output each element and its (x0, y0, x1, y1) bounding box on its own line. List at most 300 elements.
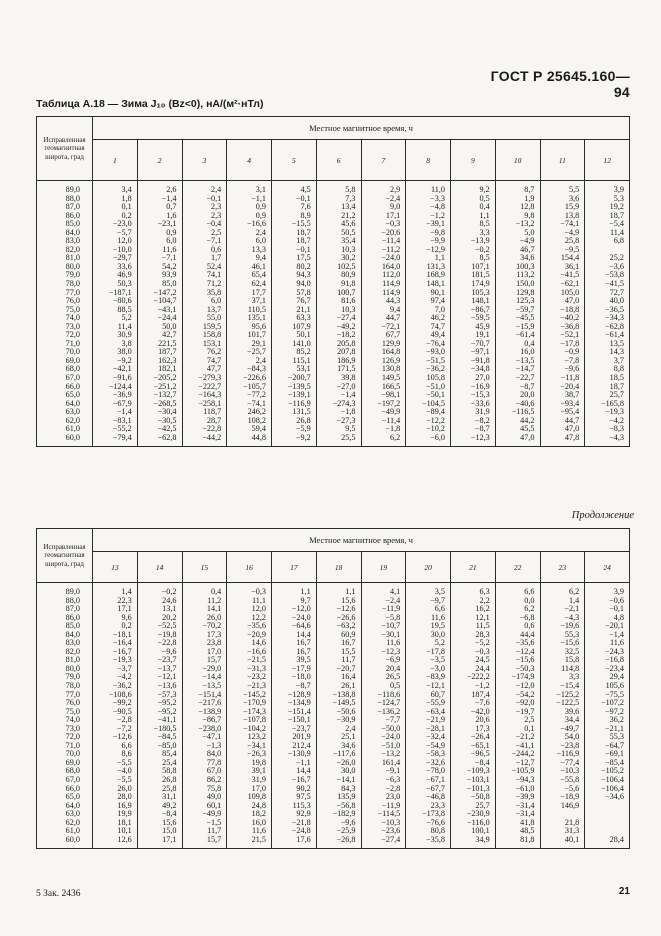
value-cell: 35,8 (182, 289, 227, 298)
value-cell: 14,6 (227, 639, 272, 648)
value-cell: 10,1 (93, 827, 138, 836)
value-cell: 14,1 (182, 605, 227, 614)
value-cell: −103,1 (451, 776, 496, 785)
value-cell: −42,1 (93, 365, 138, 374)
value-cell: −13,9 (451, 237, 496, 246)
value-cell: −23,1 (137, 220, 182, 229)
value-cell: 9,6 (93, 614, 138, 623)
value-cell: 91,8 (316, 280, 361, 289)
value-cell: 113,2 (495, 271, 540, 280)
value-cell: −10,3 (540, 767, 585, 776)
value-cell: −47,1 (182, 733, 227, 742)
value-cell: −89,4 (406, 408, 451, 417)
value-cell: 34,6 (316, 742, 361, 751)
value-cell: −29,7 (93, 254, 138, 263)
value-cell: 182,1 (137, 365, 182, 374)
value-cell: −1,2 (406, 212, 451, 221)
value-cell: −74,1 (540, 220, 585, 229)
value-cell: −21,9 (406, 716, 451, 725)
value-cell: −14,7 (495, 365, 540, 374)
value-cell: −0,1 (272, 246, 317, 255)
latitude-cell: 69,0 (37, 357, 93, 366)
value-cell: −77,2 (227, 391, 272, 400)
latitude-cell: 63,0 (37, 408, 93, 417)
value-cell: 0,4 (182, 583, 227, 597)
value-cell: 0,4 (451, 203, 496, 212)
value-cell: 4,8 (585, 614, 630, 623)
value-cell: 53,1 (272, 365, 317, 374)
value-cell: −27,4 (361, 836, 406, 849)
value-cell: −15,4 (540, 682, 585, 691)
value-cell: −10,3 (361, 819, 406, 828)
value-cell: 12,8 (495, 203, 540, 212)
value-cell: 42,7 (137, 331, 182, 340)
value-cell: −19,6 (540, 622, 585, 631)
value-cell: 85,4 (137, 750, 182, 759)
value-cell: −182,9 (316, 810, 361, 819)
value-cell: −109,3 (451, 767, 496, 776)
value-cell: −32,6 (406, 759, 451, 768)
value-cell: −67,9 (93, 400, 138, 409)
value-cell: 16,9 (93, 802, 138, 811)
value-cell: −49,2 (316, 323, 361, 332)
hour-header: 14 (137, 552, 182, 583)
value-cell: −41,1 (137, 716, 182, 725)
value-cell: −49,7 (540, 725, 585, 734)
value-cell: 60,9 (316, 631, 361, 640)
value-cell: 90,1 (406, 289, 451, 298)
value-cell: −9,9 (406, 237, 451, 246)
value-cell: 221,5 (137, 340, 182, 349)
value-cell: −1,1 (272, 759, 317, 768)
value-cell: 186,9 (316, 357, 361, 366)
value-cell: −61,4 (495, 331, 540, 340)
value-cell: −130,9 (272, 750, 317, 759)
value-cell: −23,2 (227, 673, 272, 682)
value-cell: −29,0 (182, 665, 227, 674)
value-cell: −6,8 (495, 614, 540, 623)
table-row (37, 583, 630, 597)
value-cell: −98,1 (361, 391, 406, 400)
value-cell: −165,8 (585, 400, 630, 409)
value-cell: −6,0 (406, 434, 451, 447)
value-cell: −3,5 (406, 656, 451, 665)
value-cell: −24,3 (585, 648, 630, 657)
value-cell: −23,7 (272, 725, 317, 734)
value-cell: 205,8 (316, 340, 361, 349)
value-cell: 164,8 (361, 348, 406, 357)
hour-header: 1 (93, 140, 138, 181)
value-cell: 9,5 (316, 425, 361, 434)
value-cell: −104,5 (406, 400, 451, 409)
value-cell: 10,3 (316, 246, 361, 255)
value-cell: −5,5 (93, 776, 138, 785)
value-cell: 6,2 (361, 434, 406, 447)
value-cell: 2,9 (361, 181, 406, 195)
value-cell: −5,7 (93, 229, 138, 238)
value-cell: −23,4 (585, 665, 630, 674)
value-cell: −59,7 (495, 306, 540, 315)
hour-header: 19 (361, 552, 406, 583)
value-cell: 54,0 (540, 733, 585, 742)
value-cell: −0,2 (451, 246, 496, 255)
value-cell: −18,9 (540, 793, 585, 802)
value-cell: 11,6 (361, 639, 406, 648)
value-cell: 130,8 (361, 365, 406, 374)
value-cell: 46,9 (93, 271, 138, 280)
value-cell: 1,4 (93, 583, 138, 597)
value-cell: 207,8 (316, 348, 361, 357)
latitude-cell: 71,0 (37, 742, 93, 751)
value-cell: 2,4 (227, 229, 272, 238)
value-cell: 109,8 (227, 793, 272, 802)
value-cell: 17,0 (182, 648, 227, 657)
value-cell: 24,5 (451, 656, 496, 665)
hour-header: 9 (451, 140, 496, 181)
value-cell: 3,9 (585, 583, 630, 597)
value-cell: −122,5 (540, 699, 585, 708)
value-cell: 36,2 (585, 716, 630, 725)
value-cell: 1,1 (316, 583, 361, 597)
latitude-cell: 86,0 (37, 212, 93, 221)
value-cell: 25,8 (137, 785, 182, 794)
value-cell: 168,9 (406, 271, 451, 280)
value-cell: 4,1 (361, 583, 406, 597)
value-cell: −145,2 (227, 691, 272, 700)
value-cell: −36,8 (540, 323, 585, 332)
value-cell: 2,3 (182, 212, 227, 221)
value-cell: 0,6 (495, 622, 540, 631)
value-cell: −5,6 (540, 785, 585, 794)
latitude-cell: 75,0 (37, 708, 93, 717)
value-cell: −14,1 (316, 776, 361, 785)
value-cell: 0,5 (451, 195, 496, 204)
value-cell: −20,7 (316, 665, 361, 674)
value-cell: 6,0 (182, 297, 227, 306)
value-cell: 25,1 (316, 733, 361, 742)
value-cell: 39,6 (540, 708, 585, 717)
value-cell: −138,9 (182, 708, 227, 717)
latitude-cell: 75,0 (37, 306, 93, 315)
value-cell: 11,6 (585, 639, 630, 648)
value-cell: −34,1 (227, 742, 272, 751)
value-cell: −65,1 (451, 742, 496, 751)
value-cell: 19,1 (451, 331, 496, 340)
value-cell: −12,1 (406, 682, 451, 691)
value-cell: −24,0 (272, 614, 317, 623)
value-cell: 12,2 (227, 614, 272, 623)
latitude-cell: 88,0 (37, 195, 93, 204)
value-cell: −8,7 (451, 425, 496, 434)
value-cell: 17,1 (361, 212, 406, 221)
value-cell: 85,0 (137, 280, 182, 289)
value-cell: −12,1 (137, 673, 182, 682)
value-cell: 31,9 (227, 776, 272, 785)
value-cell: −79,4 (93, 434, 138, 447)
value-cell: 46,2 (406, 314, 451, 323)
value-cell: 125,3 (495, 297, 540, 306)
value-cell: −11,2 (361, 246, 406, 255)
value-cell: 153,1 (182, 340, 227, 349)
value-cell: −52,5 (137, 622, 182, 631)
latitude-cell: 85,0 (37, 220, 93, 229)
value-cell: −200,7 (272, 374, 317, 383)
value-cell: −5,9 (272, 425, 317, 434)
value-cell: −49,9 (361, 408, 406, 417)
value-cell: 171,5 (316, 365, 361, 374)
value-cell: −0,3 (361, 220, 406, 229)
value-cell: −18,0 (272, 673, 317, 682)
value-cell: −9,1 (361, 767, 406, 776)
value-cell: 8,8 (585, 365, 630, 374)
value-cell: −230,9 (451, 810, 496, 819)
value-cell: −25,9 (316, 827, 361, 836)
value-cell: 0,2 (93, 212, 138, 221)
value-cell: −21,2 (495, 733, 540, 742)
value-cell: 52,4 (182, 263, 227, 272)
value-cell: 74,7 (182, 357, 227, 366)
value-cell: 18,5 (585, 374, 630, 383)
value-cell: −16,8 (585, 656, 630, 665)
value-cell: −107,8 (227, 716, 272, 725)
value-cell: −20,6 (361, 229, 406, 238)
value-cell: −4,0 (93, 767, 138, 776)
value-cell: 44,2 (495, 417, 540, 426)
value-cell: −11,9 (361, 605, 406, 614)
value-cell: 246,2 (227, 408, 272, 417)
value-cell: −2,8 (93, 716, 138, 725)
value-cell: 80,8 (406, 827, 451, 836)
latitude-cell: 70,0 (37, 348, 93, 357)
value-cell: −36,2 (93, 682, 138, 691)
value-cell: −125,2 (540, 691, 585, 700)
value-cell: 11,5 (451, 622, 496, 631)
value-cell: 39,1 (227, 767, 272, 776)
value-cell: −105,2 (585, 767, 630, 776)
value-cell: −2,4 (361, 195, 406, 204)
value-cell: 8,5 (451, 254, 496, 263)
value-cell: 135,1 (227, 314, 272, 323)
value-cell: −18,2 (316, 331, 361, 340)
value-cell: 2,5 (182, 229, 227, 238)
latitude-cell: 64,0 (37, 400, 93, 409)
value-cell: −9,2 (272, 434, 317, 447)
value-cell: 17,0 (227, 785, 272, 794)
value-cell: −55,2 (93, 425, 138, 434)
value-cell: −124,4 (93, 383, 138, 392)
value-cell: −40,2 (540, 314, 585, 323)
value-cell: 4,5 (272, 181, 317, 195)
value-cell: −151,4 (182, 691, 227, 700)
value-cell: −91,6 (93, 374, 138, 383)
value-cell: −83,1 (93, 417, 138, 426)
latitude-cell: 83,0 (37, 237, 93, 246)
value-cell: −13,2 (495, 220, 540, 229)
value-cell: −5,5 (93, 759, 138, 768)
value-cell: −0,4 (182, 220, 227, 229)
value-cell: −22,8 (182, 425, 227, 434)
value-cell: 16,2 (451, 605, 496, 614)
value-cell: 12,0 (227, 605, 272, 614)
latitude-cell: 68,0 (37, 365, 93, 374)
latitude-cell: 61,0 (37, 827, 93, 836)
value-cell: −36,5 (585, 306, 630, 315)
value-cell: 3,7 (585, 357, 630, 366)
value-cell: −19,7 (495, 708, 540, 717)
latitude-cell: 85,0 (37, 622, 93, 631)
value-cell: 0,1 (93, 203, 138, 212)
value-cell: −0,2 (137, 583, 182, 597)
value-cell: −45,5 (495, 314, 540, 323)
value-cell: −128,9 (272, 691, 317, 700)
value-cell (585, 802, 630, 811)
latitude-cell: 76,0 (37, 699, 93, 708)
value-cell: −0,1 (182, 195, 227, 204)
value-cell: −61,0 (495, 785, 540, 794)
value-cell: 48,5 (495, 827, 540, 836)
value-cell: −1,2 (451, 682, 496, 691)
value-cell: 44,4 (495, 631, 540, 640)
value-cell: −26,6 (316, 614, 361, 623)
value-cell: −84,5 (137, 733, 182, 742)
standard-header: ГОСТ Р 25645.160—94 (490, 68, 630, 100)
latitude-cell: 60,0 (37, 434, 93, 447)
value-cell: 19,8 (227, 759, 272, 768)
latitude-cell: 82,0 (37, 648, 93, 657)
latitude-cell: 66,0 (37, 785, 93, 794)
value-cell: 159,5 (182, 323, 227, 332)
value-cell: 90,2 (272, 785, 317, 794)
value-cell: 161,4 (361, 759, 406, 768)
value-cell: −85,4 (585, 759, 630, 768)
value-cell: −138,8 (316, 691, 361, 700)
value-cell: −19,8 (137, 631, 182, 640)
value-cell: 9,7 (272, 597, 317, 606)
value-cell: 129,9 (361, 340, 406, 349)
value-cell: 149,5 (361, 374, 406, 383)
value-cell: 23,3 (406, 802, 451, 811)
print-order-note: 5 Зак. 2436 (36, 889, 81, 899)
value-cell: 86,2 (182, 776, 227, 785)
value-cell: 20,4 (361, 665, 406, 674)
value-cell: −95,4 (540, 408, 585, 417)
value-cell: 9,4 (361, 306, 406, 315)
value-cell: −26,0 (316, 759, 361, 768)
latitude-cell: 60,0 (37, 836, 93, 849)
value-cell: 45,9 (451, 323, 496, 332)
value-cell: 12,6 (93, 836, 138, 849)
latitude-column-header: Исправленная геомагнитная широта, град (37, 529, 93, 583)
hour-header-row (37, 552, 630, 583)
value-cell: 174,9 (451, 280, 496, 289)
value-cell: −19,3 (93, 656, 138, 665)
value-cell: 26,8 (272, 417, 317, 426)
hour-header: 17 (272, 552, 317, 583)
value-cell: −95,2 (137, 699, 182, 708)
value-cell: −2,8 (361, 785, 406, 794)
value-cell: 8,5 (451, 220, 496, 229)
value-cell: −134,9 (272, 699, 317, 708)
latitude-cell: 81,0 (37, 254, 93, 263)
value-cell: 97,4 (406, 297, 451, 306)
value-cell: 101,7 (227, 331, 272, 340)
value-cell: 212,4 (272, 742, 317, 751)
value-cell: −23,6 (361, 827, 406, 836)
latitude-cell: 61,0 (37, 425, 93, 434)
latitude-cell: 65,0 (37, 793, 93, 802)
value-cell: −8,4 (451, 759, 496, 768)
value-cell: −63,2 (316, 622, 361, 631)
hour-header: 13 (93, 552, 138, 583)
value-cell: 24,4 (451, 665, 496, 674)
value-cell: 0,9 (227, 203, 272, 212)
value-cell: −41,1 (495, 742, 540, 751)
value-cell: 131,5 (272, 408, 317, 417)
value-cell: −62,1 (540, 280, 585, 289)
value-cell: −104,2 (227, 725, 272, 734)
value-cell: 148,1 (406, 280, 451, 289)
value-cell: −74,1 (227, 400, 272, 409)
value-cell: 9,0 (361, 203, 406, 212)
value-cell: −20,4 (540, 383, 585, 392)
value-cell: −222,7 (182, 383, 227, 392)
value-cell: −80,6 (93, 297, 138, 306)
value-cell: −11,4 (361, 237, 406, 246)
value-cell: 30,2 (316, 254, 361, 263)
value-cell: −24,4 (137, 314, 182, 323)
value-cell: −12,9 (406, 246, 451, 255)
value-cell: 50,3 (93, 280, 138, 289)
value-cell: 3,8 (93, 340, 138, 349)
value-cell: 50,5 (316, 229, 361, 238)
value-cell: −41,5 (585, 280, 630, 289)
value-cell: 58,8 (137, 767, 182, 776)
value-cell: 25,4 (137, 759, 182, 768)
value-cell: 81,6 (316, 297, 361, 306)
value-cell: 16,7 (272, 639, 317, 648)
value-cell: 118,7 (182, 408, 227, 417)
value-cell: −101,3 (451, 785, 496, 794)
value-cell: −86,7 (182, 716, 227, 725)
value-cell: 32,5 (540, 648, 585, 657)
value-cell: 15,6 (137, 819, 182, 828)
hour-header: 4 (227, 140, 272, 181)
value-cell: 13,3 (227, 246, 272, 255)
value-cell: −23,7 (137, 656, 182, 665)
value-cell: −95,2 (137, 708, 182, 717)
value-cell: −21,8 (272, 819, 317, 828)
table-caption: Таблица А.18 — Зима J₁₀ (Bz<0), нА/(м²·нТл) (36, 98, 264, 110)
value-cell: −1,4 (93, 408, 138, 417)
value-cell: 80,2 (272, 263, 317, 272)
value-cell: −30,4 (137, 408, 182, 417)
value-cell: 13,4 (316, 203, 361, 212)
value-cell: 23,0 (361, 793, 406, 802)
value-cell: 2,4 (227, 357, 272, 366)
value-cell: 18,2 (227, 810, 272, 819)
value-cell: 11,2 (182, 597, 227, 606)
value-cell: 27,0 (451, 374, 496, 383)
latitude-cell: 81,0 (37, 656, 93, 665)
value-cell: 7,3 (316, 195, 361, 204)
value-cell: −1,8 (316, 408, 361, 417)
value-cell: −279,3 (182, 374, 227, 383)
data-table-hours-1-12 (36, 116, 630, 447)
value-cell: 33,6 (93, 263, 138, 272)
value-cell: 24,8 (227, 802, 272, 811)
value-cell: 26,5 (361, 673, 406, 682)
value-cell: −24,0 (361, 733, 406, 742)
